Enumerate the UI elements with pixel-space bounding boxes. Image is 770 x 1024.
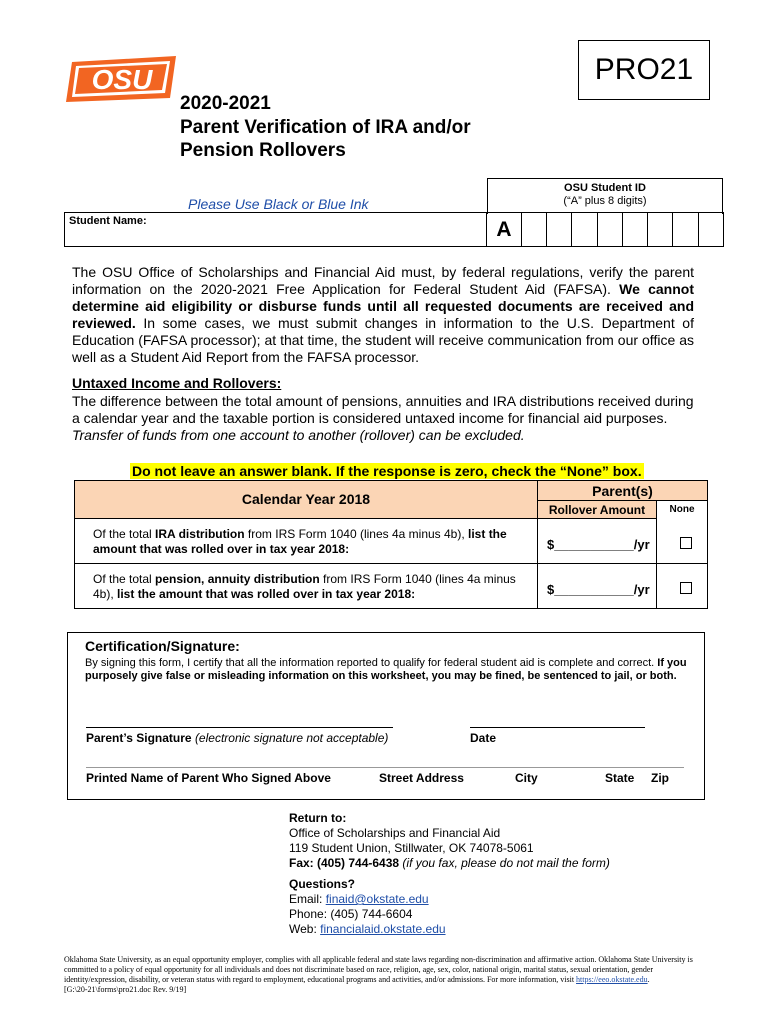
student-id-hint: (“A” plus 8 digits) xyxy=(563,195,647,207)
student-id-digit[interactable] xyxy=(699,213,723,246)
logo-text: OSU xyxy=(91,64,153,95)
row-description xyxy=(75,519,538,563)
osu-logo xyxy=(64,52,182,104)
untaxed-text: The difference between the total amount of pensions, annuities and IRA distributions received during a calendar year and the taxable portion is considered untaxed income for financial aid purposes. xyxy=(72,393,694,426)
date-line[interactable] xyxy=(470,727,645,728)
sig-note: (electronic signature not acceptable) xyxy=(194,731,389,745)
phone-number: Phone: (405) 744-6604 xyxy=(289,907,413,921)
student-id-prefix: A xyxy=(487,213,522,246)
student-id-header xyxy=(487,178,723,214)
ira-none-checkbox[interactable] xyxy=(680,537,692,549)
student-name-field[interactable] xyxy=(64,212,487,247)
amount-blank: $___________/yr xyxy=(547,537,650,552)
student-id-digit[interactable] xyxy=(572,213,597,246)
footer-notice: Oklahoma State University, as an equal opportunity employer, complies with all applicable federal and state laws regarding non-discrimination and affirmative action. Oklahoma State University is committed to a policy of equal opportunity for all individuals and does not discriminate based on race, religion, age, sex, color, national origin, marital status, sexual orientation, gender identity/expression, disability, or veteran status with regard to employment, educational programs and activities, and/or admissions. For more information, visit https://eeo.okstate.edu. [G:\20-21\forms\pro21.doc Rev. 9/19] xyxy=(64,955,693,994)
email-link[interactable]: finaid@okstate.edu xyxy=(325,892,429,906)
student-name-label: Student Name: xyxy=(69,215,147,227)
printed-name-label: Printed Name of Parent Who Signed Above xyxy=(86,771,331,785)
intro-paragraph xyxy=(72,264,694,366)
parents-header: Parent(s) xyxy=(592,483,653,499)
date-label: Date xyxy=(470,731,497,745)
form-year: 2020-2021 xyxy=(180,93,271,114)
cert-statement: By signing this form, I certify that all the information reported to qualify for federal student aid is complete and correct. xyxy=(85,657,658,669)
cert-warning: If you purposely give false or misleading information on this worksheet, you may be fined, be sentenced to jail, or both. xyxy=(85,657,687,682)
student-id-field[interactable] xyxy=(486,212,724,247)
intro-bold-text: We cannot determine aid eligibility or disburse funds until all requested documents are received and reviewed. xyxy=(72,281,695,331)
warning-banner: Do not leave an answer blank. If the response is zero, check the “None” box. xyxy=(132,463,642,479)
web-link[interactable]: financialaid.okstate.edu xyxy=(320,922,446,936)
rollover-table xyxy=(74,480,708,609)
form-code: PRO21 xyxy=(578,40,710,100)
pension-rollover-amount-field[interactable] xyxy=(538,564,657,608)
row-text: from IRS Form 1040 (lines 4a minus 4b), xyxy=(93,572,516,601)
student-id-digit[interactable] xyxy=(623,213,648,246)
signature-line[interactable] xyxy=(86,727,393,728)
fax-number: Fax: (405) 744-6438 xyxy=(289,856,400,870)
amount-blank: $___________/yr xyxy=(547,582,650,597)
row-bold-text: pension, annuity distribution xyxy=(155,572,320,586)
return-heading: Return to: xyxy=(289,811,347,825)
sig-label-text: Parent’s Signature xyxy=(86,731,192,745)
row-text: Of the total xyxy=(93,572,156,586)
none-header: None xyxy=(657,500,707,519)
questions-heading: Questions? xyxy=(289,877,356,891)
fax-note: (if you fax, please do not mail the form) xyxy=(402,856,610,870)
eeo-statement: Oklahoma State University, as an equal opportunity employer, complies with all applicable federal and state laws regarding non-discrimination and affirmative action. Oklahoma State University is committed to a policy of equal opportunity for all individuals and does not discriminate based on race, religion, age, sex, color, national origin, marital status, sexual orientation, gender identity/expression, disability, or veteran status with regard to employment, educational programs and activities, and/or admissions. For more information, visit xyxy=(64,955,693,984)
untaxed-paragraph xyxy=(72,393,694,444)
row-bold-text: list the amount that was rolled over in tax year 2018: xyxy=(117,587,416,601)
intro-text: The OSU Office of Scholarships and Financial Aid must, by federal regulations, verify the parent information on the 2020-2021 Free Application for Federal Student Aid (FAFSA). xyxy=(72,264,694,297)
student-id-digit[interactable] xyxy=(547,213,572,246)
state-label: State xyxy=(605,771,635,785)
ink-note: Please Use Black or Blue Ink xyxy=(188,196,369,212)
rollover-amount-header: Rollover Amount xyxy=(538,500,657,519)
row-bold-text: IRA distribution xyxy=(155,527,245,541)
row-text: from IRS Form 1040 (lines 4a minus 4b), xyxy=(244,527,469,541)
table-header xyxy=(75,481,707,519)
intro-text-end: In some cases, we must submit changes in information to the U.S. Department of Education (FAFSA processor); at that time, the student will receive communication from our office as well as a Student Aid Report from the FAFSA processor. xyxy=(72,315,694,365)
table-row xyxy=(75,564,707,608)
untaxed-heading: Untaxed Income and Rollovers: xyxy=(72,375,282,391)
student-id-digit[interactable] xyxy=(648,213,673,246)
email-label: Email: xyxy=(289,892,326,906)
table-row xyxy=(75,519,707,564)
pension-none-checkbox[interactable] xyxy=(680,582,692,594)
return-to-block xyxy=(289,811,610,937)
web-label: Web: xyxy=(289,922,321,936)
address-line[interactable] xyxy=(86,767,684,768)
city-label: City xyxy=(515,771,538,785)
row-description xyxy=(75,564,538,608)
office-name: Office of Scholarships and Financial Aid xyxy=(289,826,501,840)
student-id-digit[interactable] xyxy=(522,213,547,246)
calendar-year-header: Calendar Year 2018 xyxy=(75,481,538,518)
street-label: Street Address xyxy=(379,771,464,785)
student-id-label: OSU Student ID xyxy=(564,182,646,194)
row-bold-text: list the amount that was rolled over in tax year 2018: xyxy=(93,527,507,556)
zip-label: Zip xyxy=(651,771,669,785)
student-id-digit[interactable] xyxy=(673,213,698,246)
certification-title: Certification/Signature: xyxy=(85,638,240,654)
student-id-digit[interactable] xyxy=(598,213,623,246)
eeo-link[interactable]: https://eeo.okstate.edu xyxy=(576,975,648,984)
signature-label xyxy=(86,731,388,745)
ira-rollover-amount-field[interactable] xyxy=(538,519,657,563)
untaxed-italic-text: Transfer of funds from one account to another (rollover) can be excluded. xyxy=(72,427,525,443)
page-title-line1: Parent Verification of IRA and/or xyxy=(180,117,471,138)
file-reference: [G:\20-21\forms\pro21.doc Rev. 9/19] xyxy=(64,985,187,994)
page-title-line2: Pension Rollovers xyxy=(180,140,346,161)
row-text: Of the total xyxy=(93,527,156,541)
office-address: 119 Student Union, Stillwater, OK 74078-5061 xyxy=(289,841,534,855)
certification-text xyxy=(85,657,690,683)
